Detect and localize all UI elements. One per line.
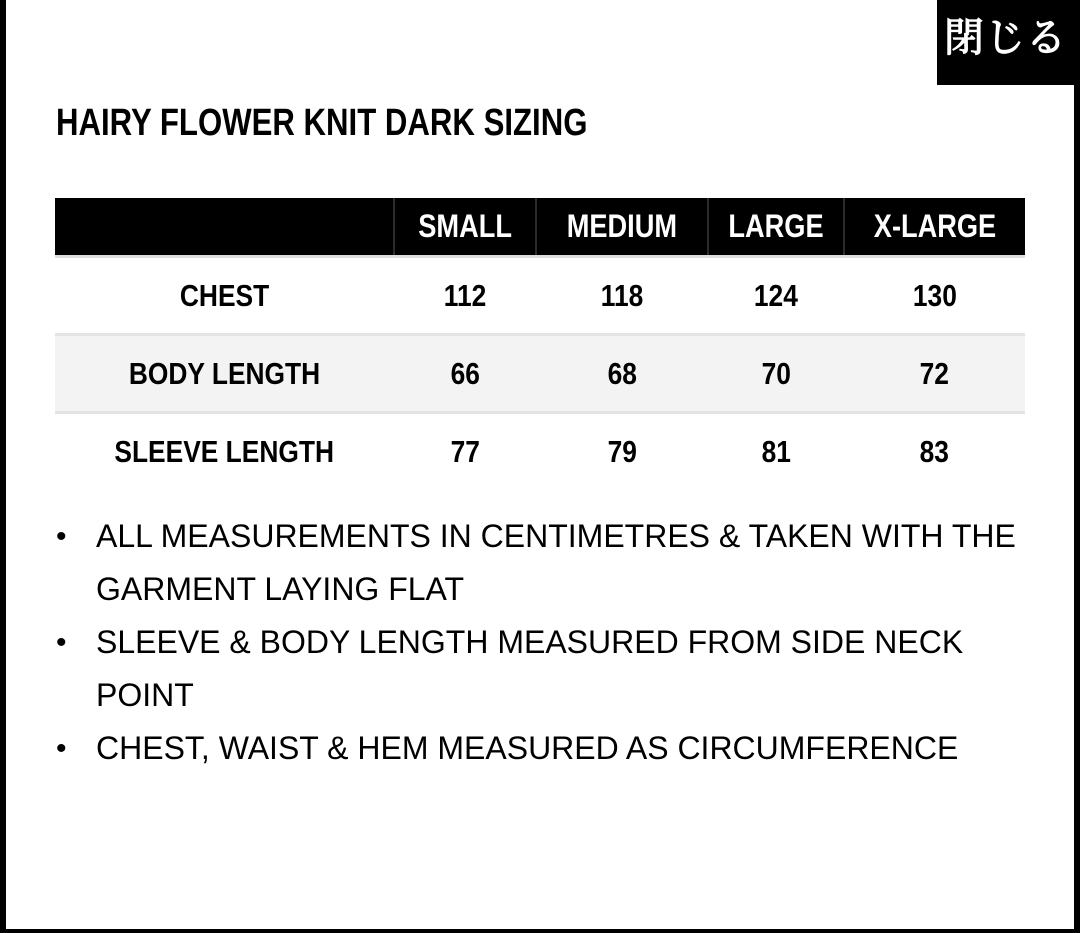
page-title: HAIRY FLOWER KNIT DARK SIZING [56,102,588,144]
table-cell: 79 [536,413,708,490]
header-cell-x-large: X-LARGE [844,198,1025,257]
table-cell: 118 [536,257,708,335]
table-cell: 77 [394,413,536,490]
table-cell: 112 [394,257,536,335]
table-row-body-length [55,335,1025,413]
table-cell: 81 [708,413,844,490]
header-cell-empty [55,198,394,257]
table-cell: 68 [536,335,708,413]
table-cell: 130 [844,257,1025,335]
table-cell: 72 [844,335,1025,413]
row-label: CHEST [55,257,394,335]
table-row-chest [55,257,1025,335]
close-button[interactable]: 閉じる [937,0,1074,85]
list-item [56,722,1036,775]
header-cell-medium: MEDIUM [536,198,708,257]
row-label: SLEEVE LENGTH [55,413,394,490]
table-cell: 124 [708,257,844,335]
header-cell-large: LARGE [708,198,844,257]
row-label: BODY LENGTH [55,335,394,413]
bullet-icon: • [56,520,67,553]
header-row [55,198,1025,257]
list-item [56,510,1036,616]
table-row-sleeve-length [55,413,1025,490]
table-cell: 83 [844,413,1025,490]
table-cell: 70 [708,335,844,413]
note-text: CHEST, WAIST & HEM MEASURED AS CIRCUMFERENCE [96,730,959,766]
note-text: ALL MEASUREMENTS IN CENTIMETRES & TAKEN WITH THE GARMENT LAYING FLAT [96,518,1016,607]
size-guide-panel [6,0,1074,929]
measurement-notes [56,510,1036,775]
list-item [56,616,1036,722]
note-text: SLEEVE & BODY LENGTH MEASURED FROM SIDE NECK POINT [96,624,964,713]
table-cell: 66 [394,335,536,413]
bullet-icon: • [56,626,67,659]
bullet-icon: • [56,732,67,765]
size-table [55,198,1025,489]
header-cell-small: SMALL [394,198,536,257]
size-table-header [55,198,1025,257]
